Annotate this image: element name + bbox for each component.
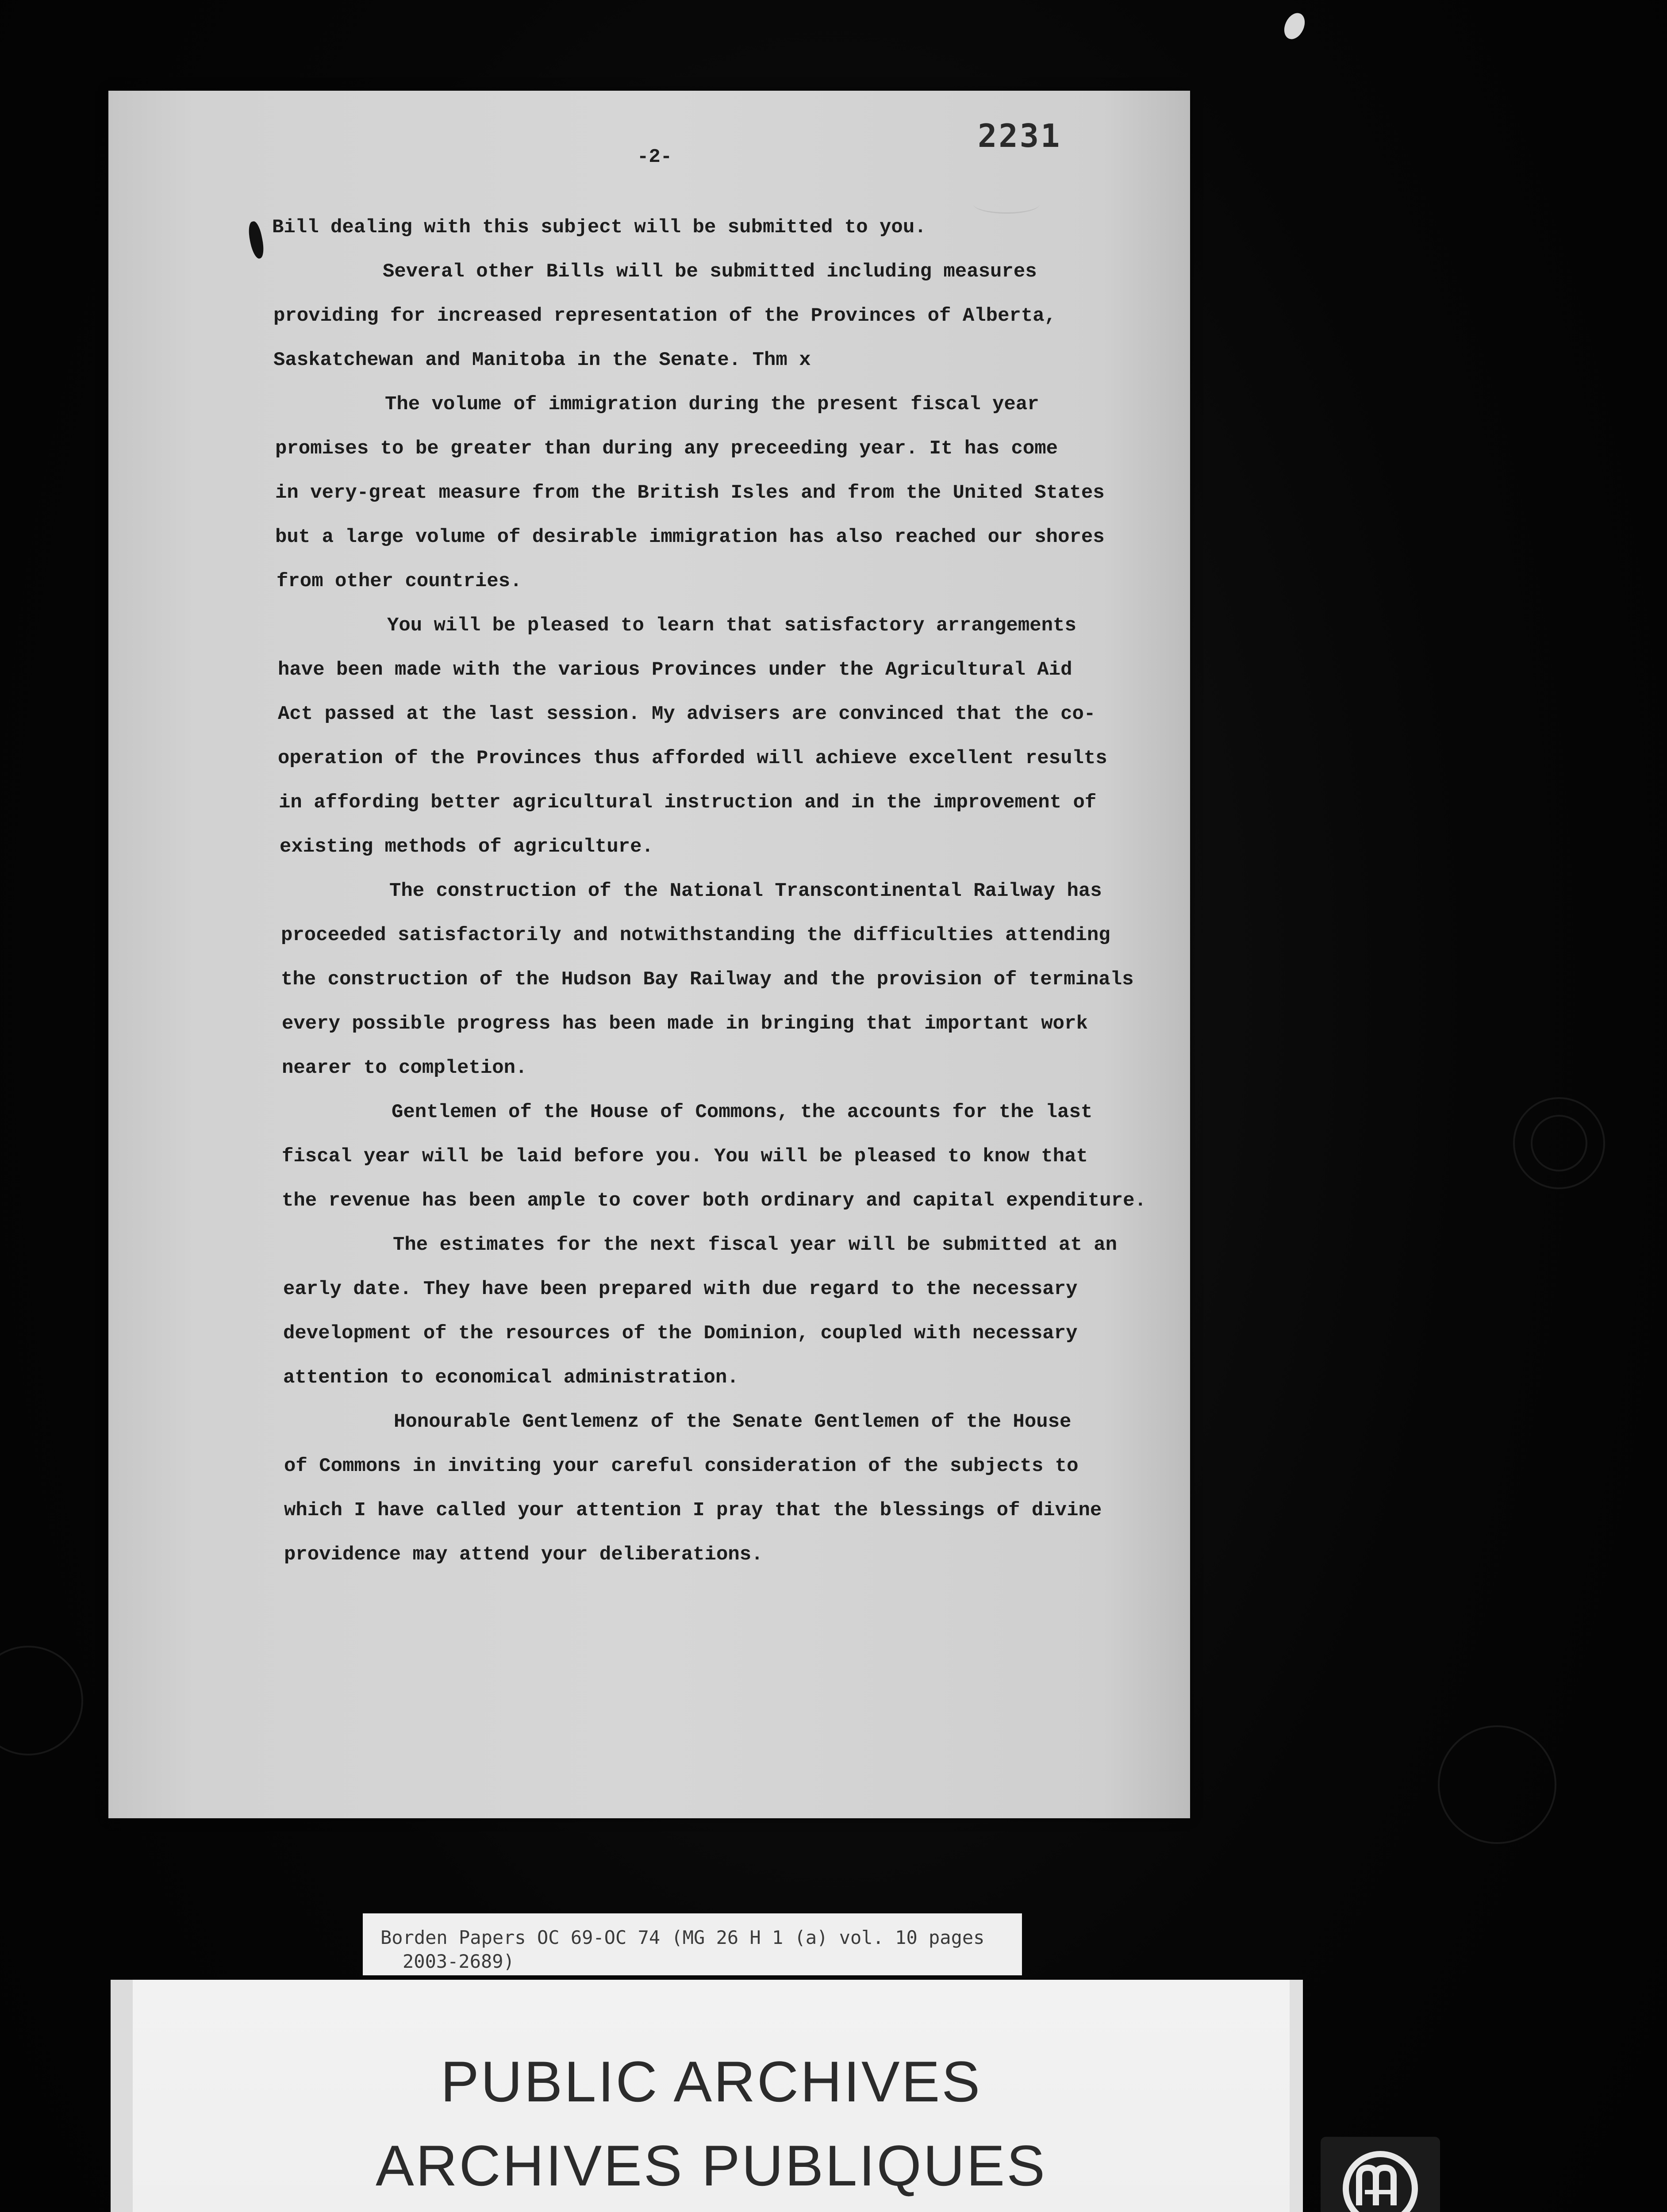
film-speck (1280, 10, 1309, 42)
typed-line: providing for increased representation of the Provinces of Alberta, (273, 305, 1056, 327)
page-marker: -2- (637, 146, 672, 168)
typed-line: The estimates for the next fiscal year will be submitted at an (393, 1234, 1118, 1256)
typed-line: Saskatchewan and Manitoba in the Senate. Thm x (273, 349, 811, 371)
reference-slip (363, 1913, 1022, 1975)
typed-line: of Commons in inviting your careful consideration of the subjects to (284, 1455, 1079, 1477)
film-artifact-ring (1531, 1115, 1587, 1171)
typed-line: promises to be greater than during any preceeding year. It has come (275, 438, 1058, 460)
typed-line: the construction of the Hudson Bay Railway and the provision of terminals (281, 968, 1134, 991)
typed-line: nearer to completion. (282, 1057, 527, 1079)
typed-line: but a large volume of desirable immigration has also reached our shores (275, 526, 1105, 548)
archive-card (111, 1980, 1303, 2212)
typed-line: development of the resources of the Dominion, coupled with necessary (283, 1322, 1078, 1344)
typed-line: fiscal year will be laid before you. You will be pleased to know that (282, 1145, 1088, 1167)
typed-line: existing methods of agriculture. (280, 836, 653, 858)
typed-line: The volume of immigration during the present fiscal year (385, 393, 1039, 415)
typed-line: providence may attend your deliberations. (284, 1544, 763, 1566)
typed-line: Gentlemen of the House of Commons, the accounts for the last (392, 1101, 1093, 1123)
typed-line: The construction of the National Transcontinental Railway has (389, 880, 1102, 902)
typed-line: Bill dealing with this subject will be submitted to you. (272, 216, 926, 238)
film-artifact-ring (0, 1646, 83, 1755)
typed-line: attention to economical administration. (283, 1367, 739, 1389)
typed-line: proceeded satisfactorily and notwithstanding the difficulties attending (281, 924, 1110, 946)
typed-line: have been made with the various Provinces under the Agricultural Aid (278, 659, 1072, 681)
typed-line: the revenue has been ample to cover both ordinary and capital expenditure. (282, 1190, 1146, 1212)
typed-line: Honourable Gentlemenz of the Senate Gentlemen of the House (394, 1411, 1072, 1433)
reference-slip-line: 2003-2689) (403, 1951, 515, 1972)
typed-line: operation of the Provinces thus afforded will achieve excellent results (278, 747, 1107, 769)
typed-line: You will be pleased to learn that satisfactory arrangements (387, 614, 1076, 637)
typed-line: in very-great measure from the British Isles and from the United States (275, 482, 1105, 504)
film-artifact-ring (1438, 1725, 1556, 1844)
archive-name-english: PUBLIC ARCHIVES (440, 2049, 982, 2114)
typed-line: from other countries. (277, 570, 522, 592)
typed-line: early date. They have been prepared with due regard to the necessary (283, 1278, 1078, 1300)
typed-line: Several other Bills will be submitted including measures (383, 261, 1037, 283)
typed-line: Act passed at the last session. My advisers are convinced that the co- (278, 703, 1096, 725)
page-number-stamp: 2231 (978, 117, 1062, 154)
reference-slip-line: Borden Papers OC 69-OC 74 (MG 26 H 1 (a) vol. 10 pages (380, 1927, 985, 1948)
archive-name-french: ARCHIVES PUBLIQUES (376, 2133, 1047, 2198)
archive-logo-icon (1321, 2137, 1440, 2212)
typed-line: in affording better agricultural instruction and in the improvement of (279, 791, 1097, 814)
typed-line: every possible progress has been made in bringing that important work (282, 1013, 1088, 1035)
typed-line: which I have called your attention I pray that the blessings of divine (284, 1499, 1102, 1521)
pencil-mark (973, 195, 1040, 214)
